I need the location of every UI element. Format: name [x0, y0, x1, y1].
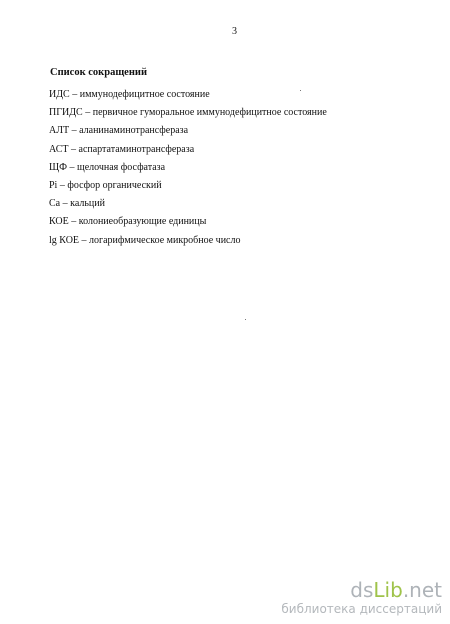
abbreviation-item: ПГИДС – первичное гуморальное иммунодефицитное состояние: [49, 107, 327, 119]
abbreviation-item: КОЕ – колониеобразующие единицы: [49, 216, 207, 228]
watermark-subtitle: библиотека диссертаций: [281, 602, 442, 616]
section-heading: Список сокращений: [50, 67, 147, 78]
scan-speck: [245, 319, 246, 320]
watermark: [281, 579, 442, 616]
abbreviation-item: ЩФ – щелочная фосфатаза: [49, 161, 166, 173]
page-number: 3: [232, 26, 237, 37]
abbreviation-item: АСТ – аспартатаминотрансфераза: [49, 143, 195, 155]
abbreviation-item: Pi – фосфор органический: [49, 179, 162, 191]
scan-speck: [300, 90, 301, 91]
abbreviation-item: АЛТ – аланинаминотрансфераза: [49, 125, 189, 137]
watermark-logo: dsLib.net: [350, 578, 442, 602]
abbreviation-item: Ca – кальций: [49, 198, 105, 210]
abbreviation-item: lg КОЕ – логарифмическое микробное число: [49, 234, 241, 246]
abbreviation-item: ИДС – иммунодефицитное состояние: [49, 89, 210, 100]
abbreviation-list: [49, 89, 327, 253]
